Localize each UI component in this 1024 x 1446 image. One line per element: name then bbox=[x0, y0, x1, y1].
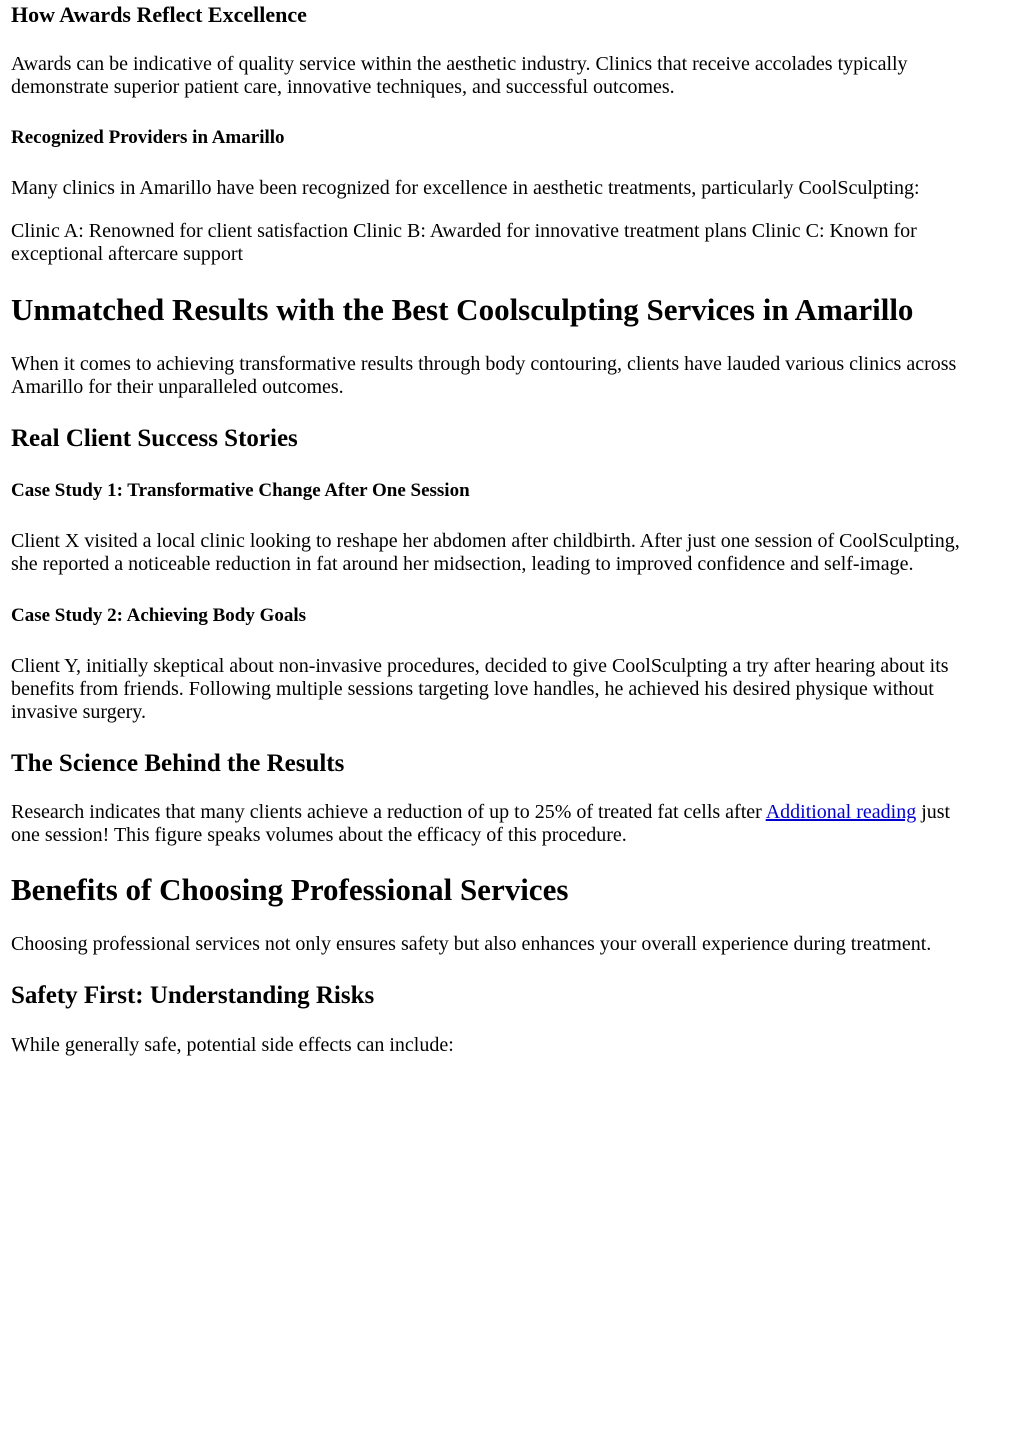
case-study-1-line-2: she reported a noticeable reduction in fat around her midsection, leading to improved confidence and self-image. bbox=[11, 553, 914, 575]
heading-recognized-providers: Recognized Providers in Amarillo bbox=[11, 127, 285, 148]
science-text-before-link: Research indicates that many clients achieve a reduction of up to 25% of treated fat cells after bbox=[11, 801, 766, 823]
heading-science-behind-results: The Science Behind the Results bbox=[11, 750, 345, 777]
heading-unmatched-results: Unmatched Results with the Best Coolsculpting Services in Amarillo bbox=[11, 292, 914, 327]
safety-paragraph: While generally safe, potential side effects can include: bbox=[11, 1034, 454, 1056]
results-paragraph-line-2: Amarillo for their unparalleled outcomes. bbox=[11, 376, 344, 398]
clinics-list-line-2: exceptional aftercare support bbox=[11, 243, 244, 265]
results-paragraph-line-1: When it comes to achieving transformative results through body contouring, clients have lauded various clinics across bbox=[11, 353, 957, 375]
benefits-paragraph: Choosing professional services not only ensures safety but also enhances your overall experience during treatment. bbox=[11, 933, 932, 955]
case-study-2-line-2: benefits from friends. Following multiple sessions targeting love handles, he achieved his desired physique without bbox=[11, 678, 934, 700]
heading-client-success-stories: Real Client Success Stories bbox=[11, 425, 298, 452]
heading-case-study-1: Case Study 1: Transformative Change After One Session bbox=[11, 480, 470, 501]
awards-paragraph-line-2: demonstrate superior patient care, innovative techniques, and successful outcomes. bbox=[11, 76, 675, 98]
heading-safety-first: Safety First: Understanding Risks bbox=[11, 982, 375, 1009]
heading-how-awards: How Awards Reflect Excellence bbox=[11, 2, 307, 27]
heading-case-study-2: Case Study 2: Achieving Body Goals bbox=[11, 605, 307, 626]
heading-benefits-professional-services: Benefits of Choosing Professional Services bbox=[11, 872, 569, 907]
science-paragraph-line-1 bbox=[11, 801, 950, 824]
case-study-2-line-3: invasive surgery. bbox=[11, 701, 146, 723]
science-text-after-link: just bbox=[916, 801, 951, 823]
case-study-2-line-1: Client Y, initially skeptical about non-invasive procedures, decided to give CoolSculpting a try after hearing about its bbox=[11, 655, 949, 677]
science-paragraph-line-2: one session! This figure speaks volumes about the efficacy of this procedure. bbox=[11, 824, 627, 846]
awards-paragraph-line-1: Awards can be indicative of quality service within the aesthetic industry. Clinics that receive accolades typically bbox=[11, 53, 908, 75]
providers-paragraph: Many clinics in Amarillo have been recognized for excellence in aesthetic treatments, particularly CoolSculpting: bbox=[11, 177, 920, 199]
clinics-list-line-1: Clinic A: Renowned for client satisfaction Clinic B: Awarded for innovative treatment plans Clinic C: Known for bbox=[11, 220, 917, 242]
case-study-1-line-1: Client X visited a local clinic looking to reshape her abdomen after childbirth. After just one session of CoolSculpting, bbox=[11, 530, 960, 552]
additional-reading-link[interactable]: Additional reading bbox=[765, 801, 917, 823]
